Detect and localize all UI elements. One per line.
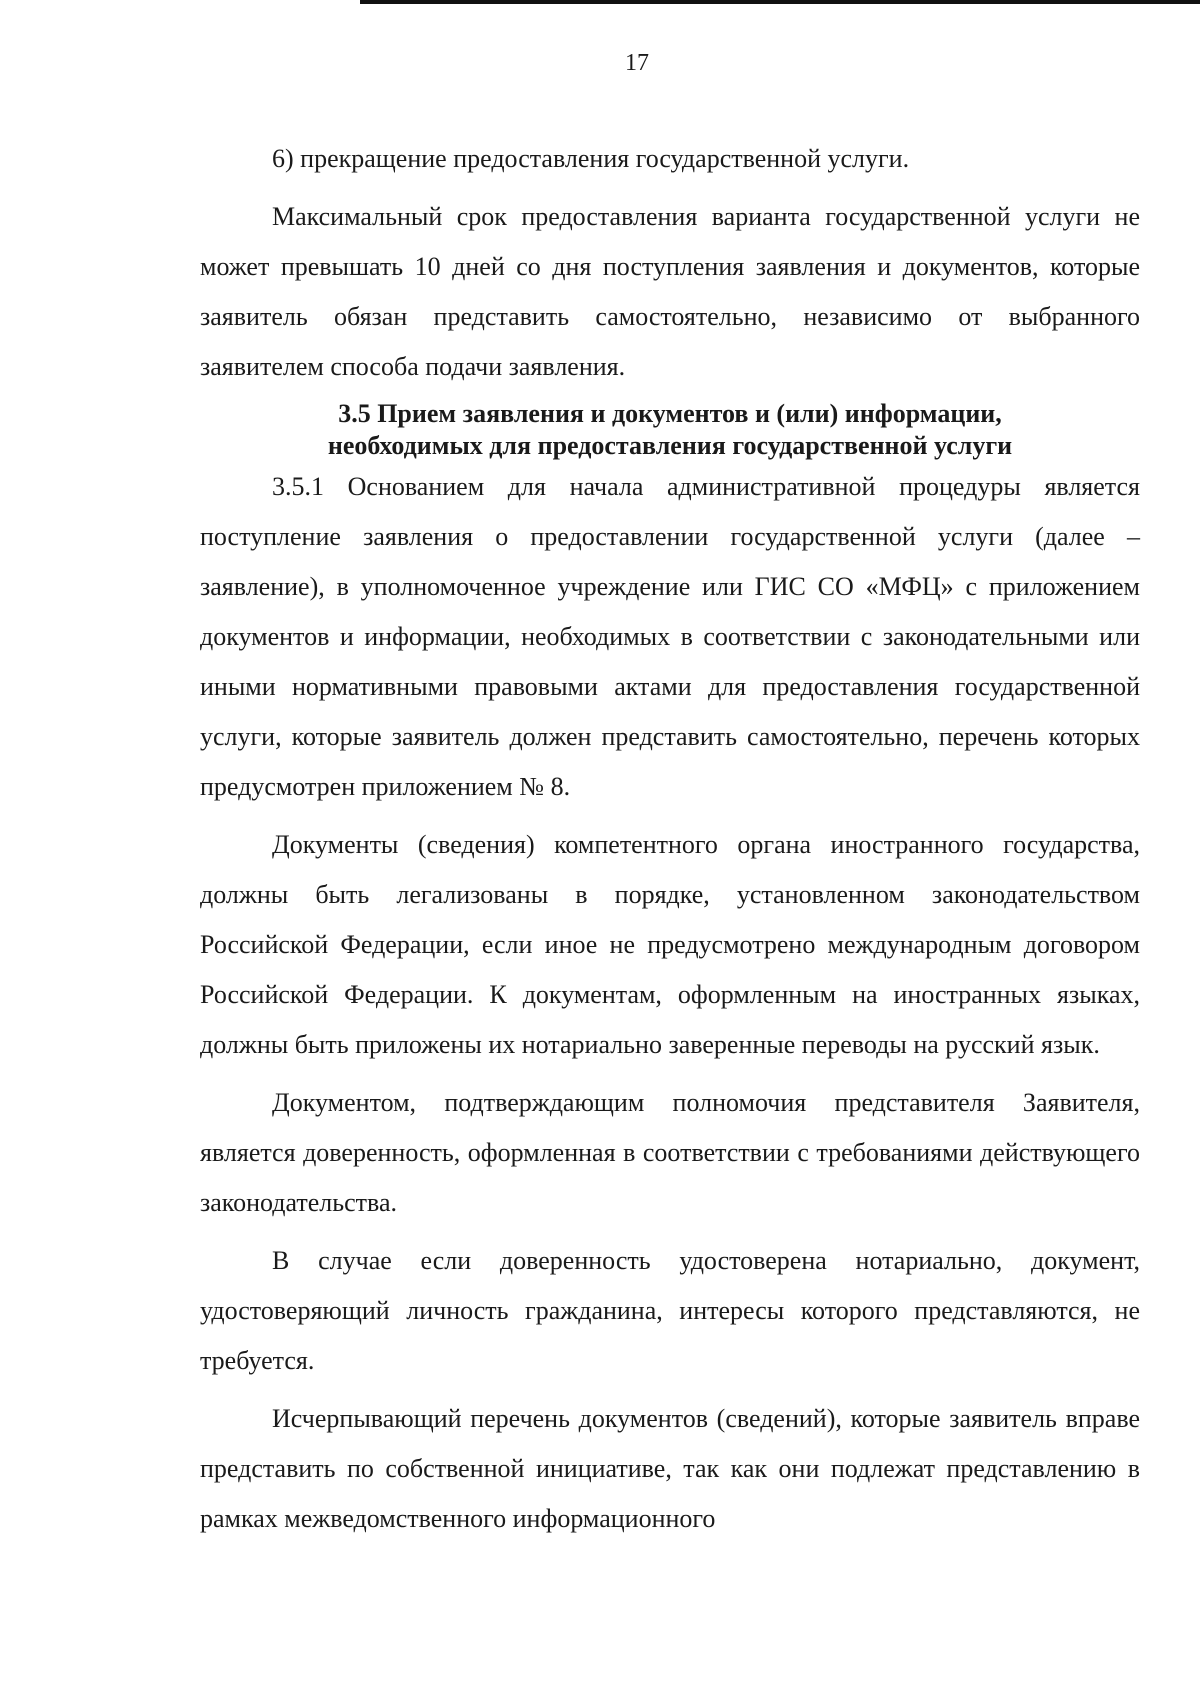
top-border-rule — [360, 0, 1200, 4]
paragraph-notarized-case: В случае если доверенность удостоверена нотариально, документ, удостоверяющий личность гражданина, интересы которого представляются, не требуется. — [200, 1246, 1140, 1375]
paragraph-item-6: 6) прекращение предоставления государственной услуги. — [272, 144, 910, 173]
section-heading-3-5 — [200, 398, 1140, 462]
document-body — [200, 134, 1140, 1544]
paragraph-max-term: Максимальный срок предоставления варианта государственной услуги не может превышать 10 дней со дня поступления заявления и документов, которые заявитель обязан представить самостоятельно, независимо от выбранного заявителем способа подачи заявления. — [200, 202, 1140, 381]
paragraph-exhaustive-list: Исчерпывающий перечень документов (сведений), которые заявитель вправе представить по собственной инициативе, так как они подлежат представлению в рамках межведомственного информационного — [200, 1404, 1140, 1533]
paragraph-3-5-1: 3.5.1 Основанием для начала административной процедуры является поступление заявления о предоставлении государственной услуги (далее – заявление), в уполномоченное учреждение или ГИС СО «МФЦ» с приложением документов и информации, необходимых в соответствии с законодательными или иными нормативными правовыми актами для предоставления государственной услуги, которые заявитель должен представить самостоятельно, перечень которых предусмотрен приложением № 8. — [200, 472, 1140, 801]
page-number: 17 — [625, 50, 649, 76]
paragraph-power-of-attorney: Документом, подтверждающим полномочия представителя Заявителя, является доверенность, оформленная в соответствии с требованиями действующего законодательства. — [200, 1088, 1140, 1217]
paragraph-foreign-documents: Документы (сведения) компетентного органа иностранного государства, должны быть легализованы в порядке, установленном законодательством Российской Федерации, если иное не предусмотрено международным договором Российской Федерации. К документам, оформленным на иностранных языках, должны быть приложены их нотариально заверенные переводы на русский язык. — [200, 830, 1140, 1059]
section-heading-line-2: необходимых для предоставления государственной услуги — [327, 431, 1013, 460]
section-heading-line-1: 3.5 Прием заявления и документов и (или) информации, — [338, 399, 1002, 428]
